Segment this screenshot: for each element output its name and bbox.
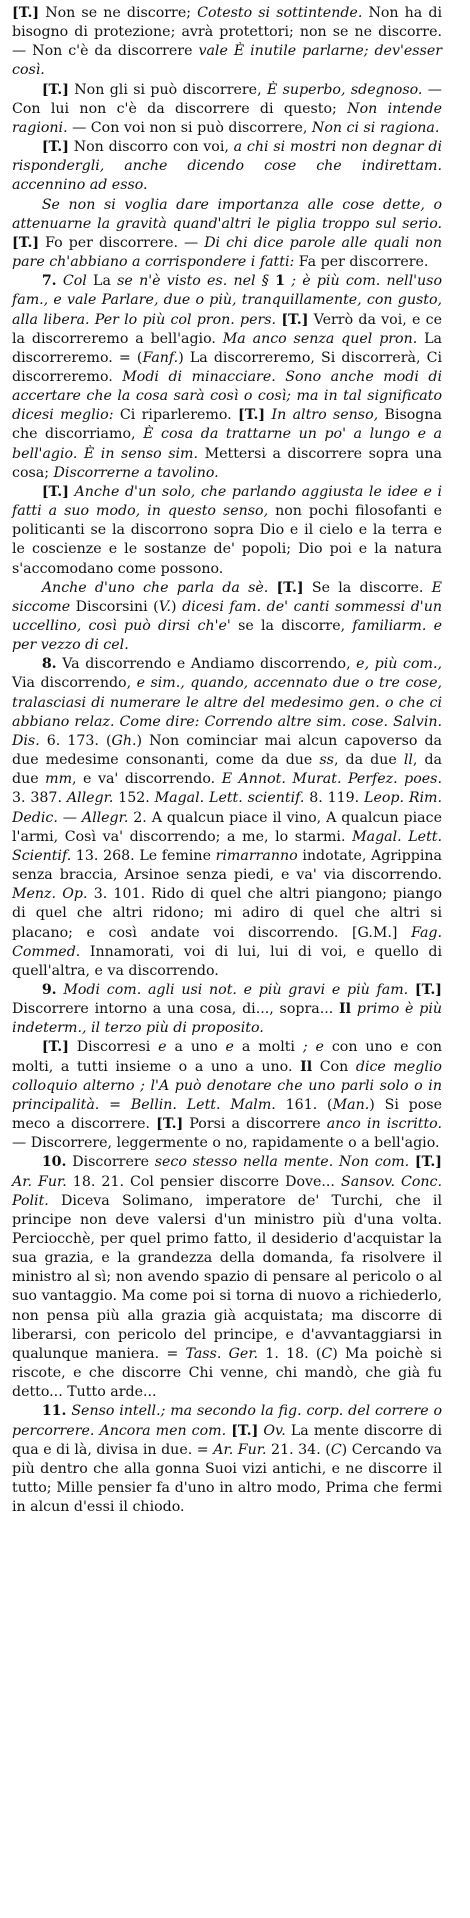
section-number: 10. [41, 1154, 67, 1171]
tag-t: [T.] [12, 234, 40, 251]
section-7: 7. Col La se n'è visto es. nel § 1 ; è più com. nell'uso fam., e vale Parlare, due o più, tranquillamente, con gusto, alla libera. Per lo più col pron. pers. [T.] Verrò da voi, e ce la discorreremo a bell'agio. Ma anco senza quel pron. La discorreremo. = (Fanf.) La discorreremo, Si discorrerà, Ci discorreremo. Modi di minacciare. Sono anche modi di accertare che la cosa sarà così o così; ma in tal significato dicesi meglio: Ci riparleremo. [T.] In altro senso, Bisogna che discorriamo, È cosa da trattarne un po' a lungo e a bell'agio. È in senso sim. Mettersi a discorrere sopra una cosa; Discorrerne a tavolino. [12, 273, 443, 481]
section-number: 11. [41, 1403, 67, 1420]
section-11: 11. Senso intell.; ma secondo la fig. corp. del correre o percorrere. Ancora men com. [T.] Ov. La mente discorre di qua e di là, divisa in due. = Ar. Fur. 21. 34. (C) Cercando va più dentro che alla gonna Suoi vizi antichi, e ne discorre il tutto; Mille pensier fa d'uno in altro modo, Prima che fermi in alcun d'essi il chiodo. [12, 1403, 442, 1516]
tag-t: [T.] [12, 5, 40, 21]
tag-t: [T.] [41, 81, 69, 98]
section-number: 7. [41, 273, 57, 290]
tag-t: [T.] [414, 1154, 442, 1171]
tag-t: [T.] [231, 1422, 259, 1439]
paragraph-discorresi-a-uno: [T.] Discorresi e a uno e a molti ; e con uno e con molti, a tutti insieme o a uno a uno. Il Con dice meglio colloquio alterno ; l'A può denotare che uno parli solo o in principalità. = Bellin. Lett. Malm. 161. (Man.) Si pose meco a discorrere. [T.] Porsi a discorrere anco in iscritto. — Discorrere, leggermente o no, rapidamente o a bell'agio. [12, 1039, 442, 1152]
section-number: 9. [41, 981, 57, 998]
tag-t: [T.] [281, 311, 309, 328]
paragraph-anche-d-un-solo: [T.] Anche d'un solo, che parlando aggiusta le idee e i fatti a suo modo, in questo senso, non pochi filosofanti e politicanti se la discorrono sopra Dio e il cielo e la terra e le coscienze e le sostanze de' popoli; Dio poi e la natura s'accomodano come possono. [12, 483, 443, 577]
tag-t: [T.] [41, 483, 69, 500]
section-9: 9. Modi com. agli usi not. e più gravi e più fam. [T.] Discorrere intorno a una cosa, di..., sopra... Il primo è più indeterm., il terzo più di proposito. [12, 981, 443, 1037]
tag-gm: [G.M.] [352, 924, 398, 941]
paragraph-non-discorro-con-voi: [T.] Non discorro con voi, a chi si mostri non degnar di rispondergli, anche dicendo cose che indirettam. accennino ad esso. [12, 139, 442, 194]
tag-t: [T.] [414, 981, 443, 998]
paragraph-fo-per-discorrere: Se non si voglia dare importanza alle cose dette, o attenuarne la gravità quand'altri le piglia troppo sul serio. [T.] Fo per discorrere. — Di chi dice parole alle quali non pare ch'abbiano a corrispondere i fatti: Fa per discorrere. [12, 196, 442, 271]
section-number: 8. [41, 656, 57, 673]
paragraph-anche-d-uno-che-parla: Anche d'uno che parla da sè. [T.] Se la discorre. E siccome Discorsini (V.) dicesi fam. de' canti sommessi d'un uccellino, così può dirsi ch'e' se la discorre, familiarm. e per vezzo di cel. [12, 579, 442, 654]
section-8: 8. Va discorrendo e Andiamo discorrendo, e, più com., Via discorrendo, e sim., quando, accennato due o tre cose, tralasciasi di numerare le altre del medesimo gen. o che ci abbiano relaz. Come dire: Correndo altre sim. cose. Salvin. Dis. 6. 173. (Gh.) Non cominciar mai alcun capoverso da due medesime consonanti, come da due ss, da due ll, da due mm, e va' discorrendo. E Annot. Murat. Perfez. poes. 3. 387. Allegr. 152. Magal. Lett. scientif. 8. 119. Leop. Rim. Dedic. — Allegr. 2. A qualcun piace il vino, A qualcun piace l'armi, Così va' discorrendo; a me, lo starmi. Magal. Lett. Scientif. 13. 268. Le femine rimarranno indotate, Agrippina senza braccia, Arsinoe senza piedi, e va' via discorrendo. Menz. Op. 3. 101. Rido di quel che altri piangono; piango di quel che altri ridono; mi adiro di quel che altri si placano; e così andate voi discorrendo. [G.M.] Fag. Commed. Innamorati, voi di lui, lui di voi, e quello di quell'altra, e va discorrendo. [12, 656, 443, 979]
paragraph-non-gli-si-puo: [T.] Non gli si può discorrere, È superbo, sdegnoso. — Con lui non c'è da discorrere di questo; Non intende ragioni. — Con voi non si può discorrere, Non ci si ragiona. [12, 81, 442, 136]
section-10: 10. Discorrere seco stesso nella mente. Non com. [T.] Ar. Fur. 18. 21. Col pensier discorre Dove... Sansov. Conc. Polit. Diceva Solimano, imperatore de' Turchi, che il principe non deve valersi d'un ministro più d'una volta. Perciocchè, per quel primo fatto, il desiderio d'acquistar la sua grazia, e la grandezza della domanda, fa risolvere il ministro al sì; non avendo spazio di pensare al pericolo o al suo vantaggio. Ma come poi si torna di nuovo a richiederlo, non pensa più alla grazia già acquistata; ma discorre di liberarsi, con pericolo del principe, e d'avvantaggiarsi in qualunque maniera. = Tass. Ger. 1. 18. (C) Ma poichè si riscote, e che discorre Chi venne, chi mandò, che già fu detto... Tutto arde... [12, 1154, 443, 1401]
paragraph-non-se-ne-discorre: [T.] Non se ne discorre; Cotesto si sottintende. Non ha di bisogno di protezione; avrà protettori; non se ne discorre. — Non c'è da discorrere vale È inutile parlarne; dev'esser così. [12, 5, 443, 79]
tag-t: [T.] [156, 1116, 184, 1133]
tag-t: [T.] [276, 579, 304, 596]
tag-t: [T.] [41, 139, 69, 156]
tag-t: [T.] [41, 1039, 69, 1056]
tag-t: [T.] [238, 407, 266, 424]
